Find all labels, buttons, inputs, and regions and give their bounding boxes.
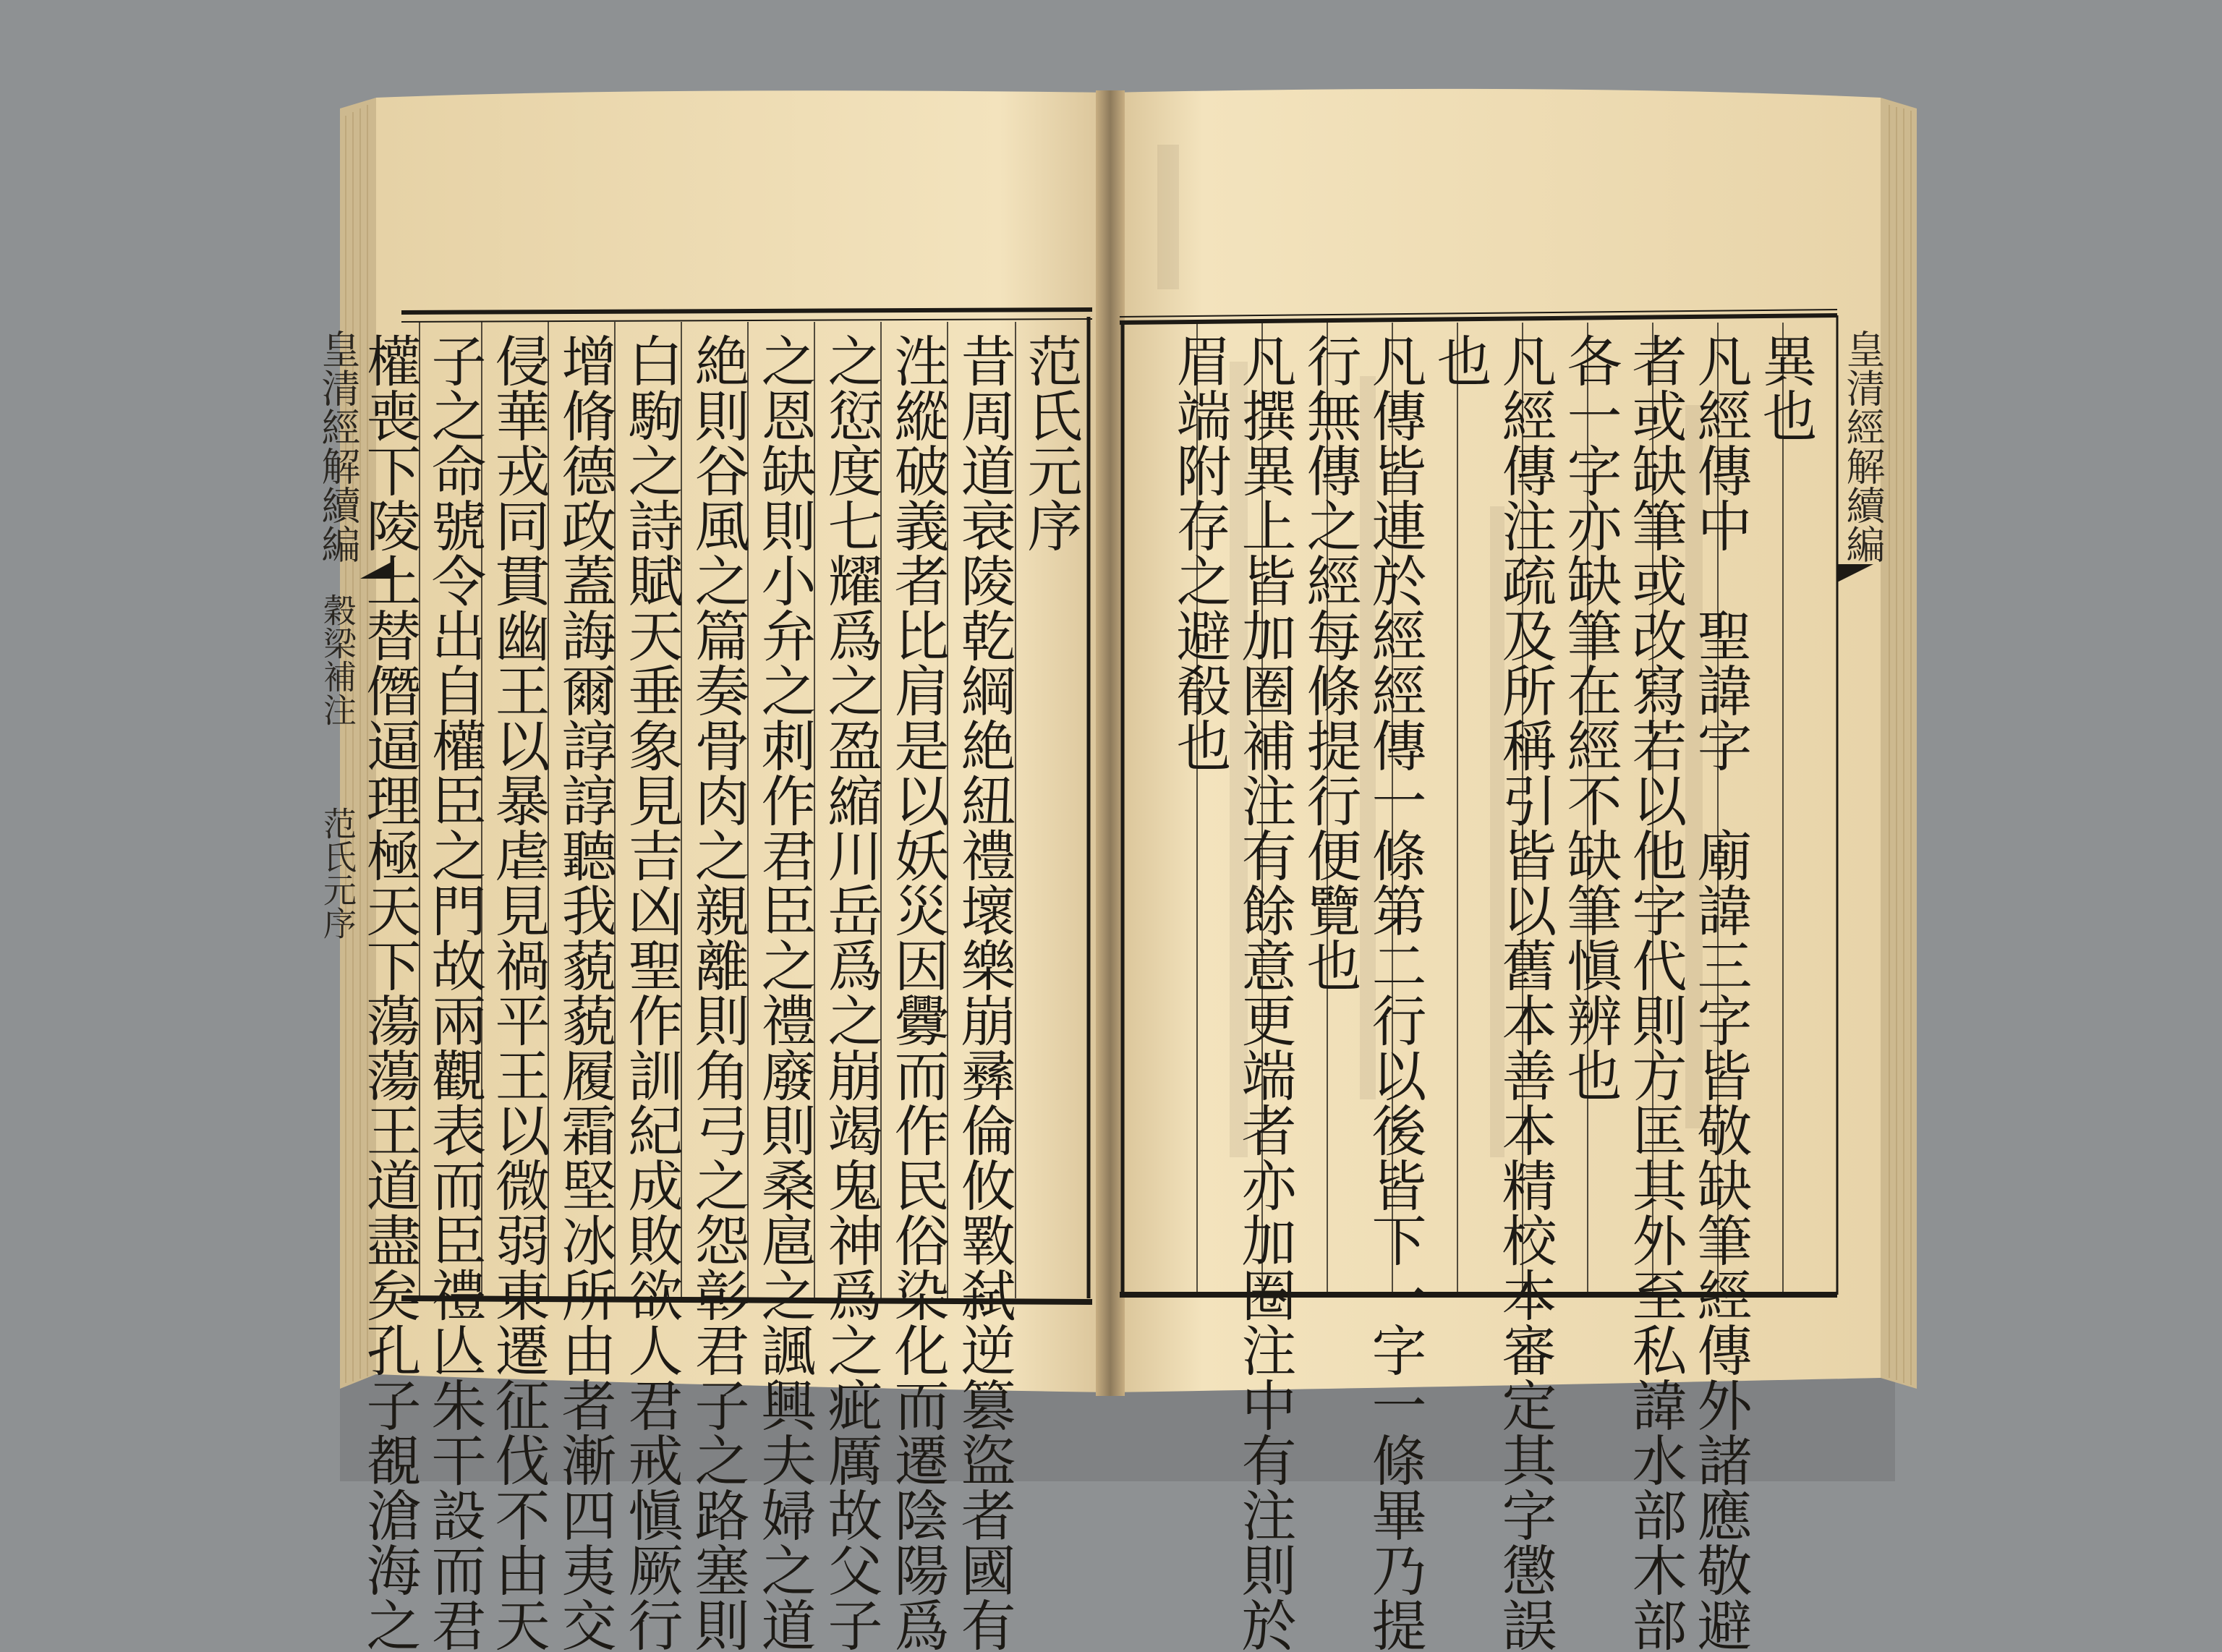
left-page-spine-subtitle: 穀梁補注 xyxy=(318,593,357,726)
left-page-spine-title: 皇清經解續編 xyxy=(315,329,361,563)
text-column: 之愆度七耀爲之盈縮川岳爲之崩竭鬼神爲之疵厲故父子 xyxy=(819,333,883,1652)
text-column: 者或缺筆或改寫若以他字代則方匡其外至私諱水部木部 xyxy=(1623,333,1687,1652)
text-column: 凡經傳注疏及所稱引皆以舊本善本精校本審定其字懲誤 xyxy=(1493,333,1557,1652)
text-column: 侵華戎同貫幽王以暴虐見禍平王以微弱東遷征伐不由天 xyxy=(486,333,550,1652)
text-column: 凡傳皆連於經經傳一條第二行以後皆下一字一條畢乃提 xyxy=(1363,333,1427,1652)
left-page-spine-section: 范氏元序 xyxy=(318,806,357,940)
text-column: 子之命號令出自權臣之門故兩觀表而臣禮亾朱干設而君 xyxy=(422,333,487,1652)
text-column: 泩縱破義者比肩是以妖災因釁而作民俗染化而遷陰陽爲 xyxy=(885,333,950,1652)
text-column: 之恩缺則小弁之刺作君臣之禮廢則桑扈之諷興夫婦之道 xyxy=(752,333,817,1652)
text-column: 各一字亦缺筆在經不缺筆愼辨也 xyxy=(1558,333,1622,1102)
text-column: 絶則谷風之篇奏骨肉之親離則角弓之怨彰君子之路塞則 xyxy=(686,333,750,1652)
text-column: 昔周道衰陵乾綱絶紐禮壞樂崩彞倫攸斁弑逆篡盜者國有 xyxy=(952,333,1016,1652)
text-column: 行無傳之經每條提行便覽也 xyxy=(1298,333,1362,992)
text-column: 凡經傳中 聖諱字 廟諱三字皆敬缺筆經傳外諸應敬避 xyxy=(1688,333,1753,1652)
text-column: 眉端附存之避殽也 xyxy=(1167,333,1232,772)
right-page-spine-title: 皇清經解續編 xyxy=(1840,329,1886,563)
text-column: 凡撰異上皆加圈補注有餘意更端者亦加圈注中有注則於 xyxy=(1233,333,1297,1652)
text-column: 白駒之詩賦天垂象見吉凶聖作訓紀成敗欲人君戒愼厥行 xyxy=(619,333,684,1652)
text-column: 權喪下陵上替僭逼理極天下蕩蕩王道盡矣孔子覩滄海之 xyxy=(357,333,422,1652)
text-column: 異也 xyxy=(1753,333,1818,443)
text-column: 增脩德政蓋誨爾諄諄聽我藐藐履霜堅冰所由者漸四夷交 xyxy=(553,333,617,1652)
text-column: 范氏元序 xyxy=(1018,333,1083,553)
text-column: 也 xyxy=(1428,333,1492,388)
